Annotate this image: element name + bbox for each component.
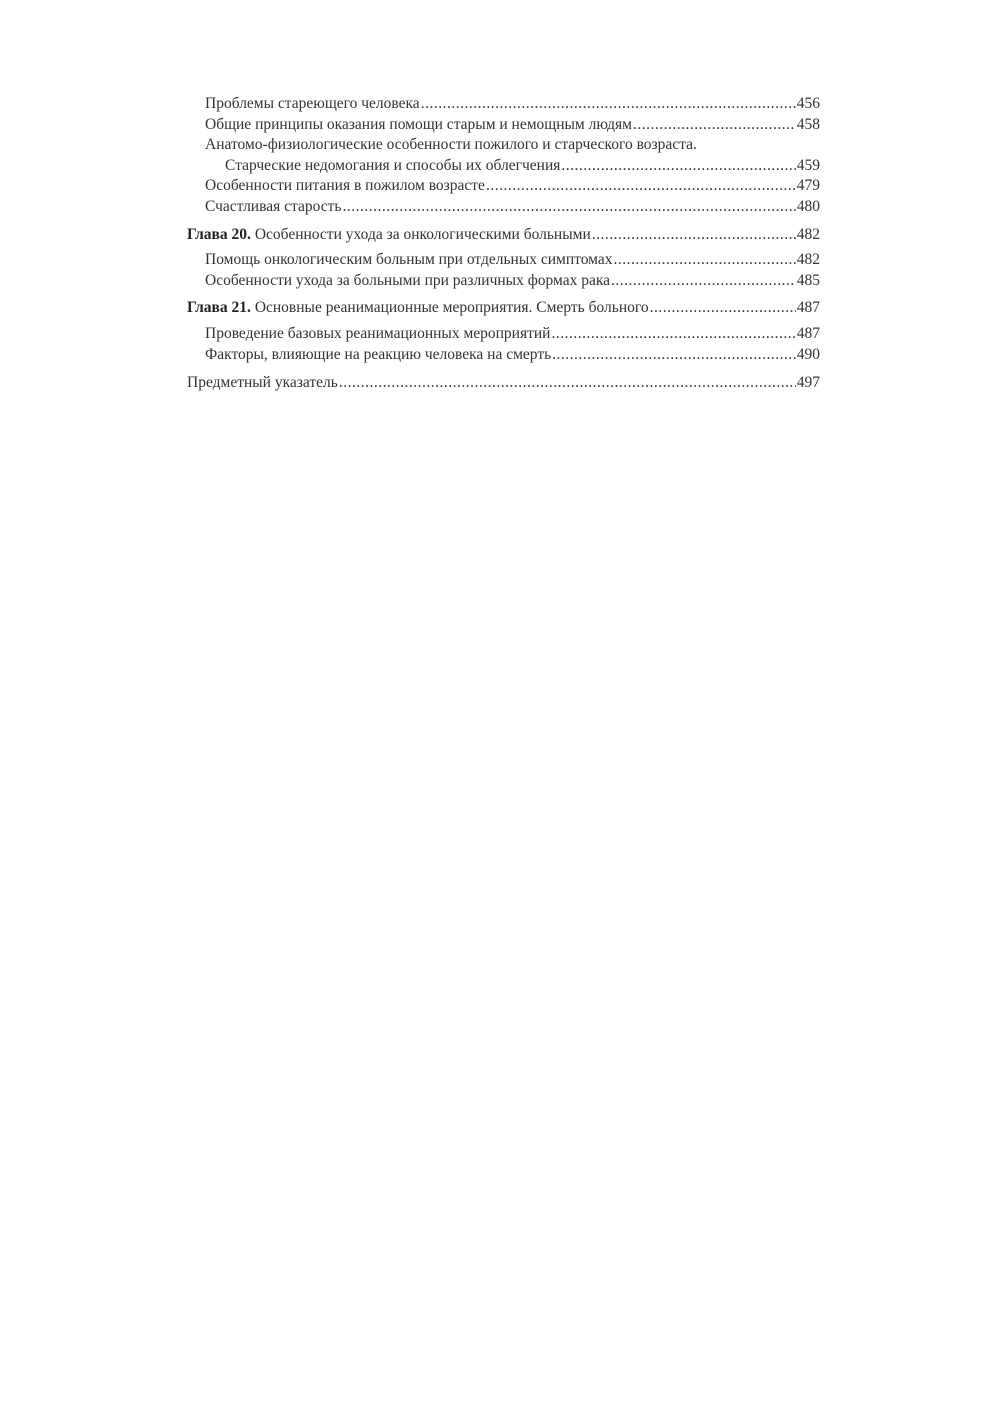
toc-entry[interactable] [187,324,820,345]
toc-page-number: 458 [796,115,820,133]
toc-entry-label: Особенности ухода за больными при различных формах рака [205,271,611,289]
toc-page-number: 490 [796,345,820,363]
chapter-title: Основные реанимационные мероприятия. Смерть больного [254,299,649,317]
toc-leader-dots [486,176,796,197]
toc-entry[interactable] [187,115,820,136]
toc-page-number: 480 [796,197,820,215]
toc-page-number: 497 [796,374,820,392]
toc-index-entry[interactable] [187,373,820,394]
toc-entry-label: Помощь онкологическим больным при отдельных симптомах [205,251,613,269]
toc-entry-label: Общие принципы оказания помощи старым и немощным людям [205,115,632,133]
chapter-heading [187,225,591,246]
toc-leader-dots [633,115,796,136]
toc-leader-dots [339,373,796,394]
toc-leader-dots [551,324,795,345]
toc-entry-label: Факторы, влияющие на реакцию человека на смерть [205,345,552,363]
toc-entry[interactable] [187,345,820,366]
toc-entry-label: Особенности питания в пожилом возрасте [205,177,485,195]
toc-entry-label: Проблемы стареющего человека [205,95,420,112]
toc-entry-label: Старческие недомогания и способы их облегчения [225,156,561,174]
toc-entry[interactable] [187,271,820,292]
toc-entry[interactable] [187,197,820,218]
toc-leader-dots [552,345,796,366]
chapter-title: Особенности ухода за онкологическими больными [254,225,591,243]
toc-entry[interactable] [187,176,820,197]
chapter-heading [187,298,649,319]
toc-entry-label: Проведение базовых реанимационных мероприятий [205,324,551,342]
toc-page-number: 482 [796,225,820,243]
toc-page-number: 459 [796,156,820,174]
toc-entry[interactable] [187,250,820,271]
toc-entry[interactable] [187,94,820,115]
toc-leader-dots [421,94,796,115]
toc-page-number: 487 [796,324,820,342]
toc-leader-dots [611,271,796,292]
toc-leader-dots [614,250,796,271]
toc-page-number: 482 [796,251,820,269]
chapter-prefix: Глава 20. [187,225,251,243]
toc-page-number: 479 [796,177,820,195]
toc-leader-dots [650,298,796,319]
toc-chapter-21[interactable] [187,298,820,319]
toc-entry-label: Предметный указатель [187,374,338,392]
chapter-prefix: Глава 21. [187,299,251,317]
table-of-contents [187,94,820,394]
toc-page-number: 485 [796,271,820,289]
toc-entry-label: Счастливая старость [205,197,342,215]
toc-entry-label: Анатомо-физиологические особенности пожилого и старческого возраста. [205,136,697,154]
toc-leader-dots [592,225,796,246]
toc-leader-dots [342,197,795,218]
toc-entry-continuation[interactable] [187,156,820,177]
toc-page-number: 487 [796,299,820,317]
toc-chapter-20[interactable] [187,225,820,246]
toc-leader-dots [561,156,795,177]
toc-entry[interactable] [187,135,820,156]
toc-page-number: 456 [796,95,820,112]
